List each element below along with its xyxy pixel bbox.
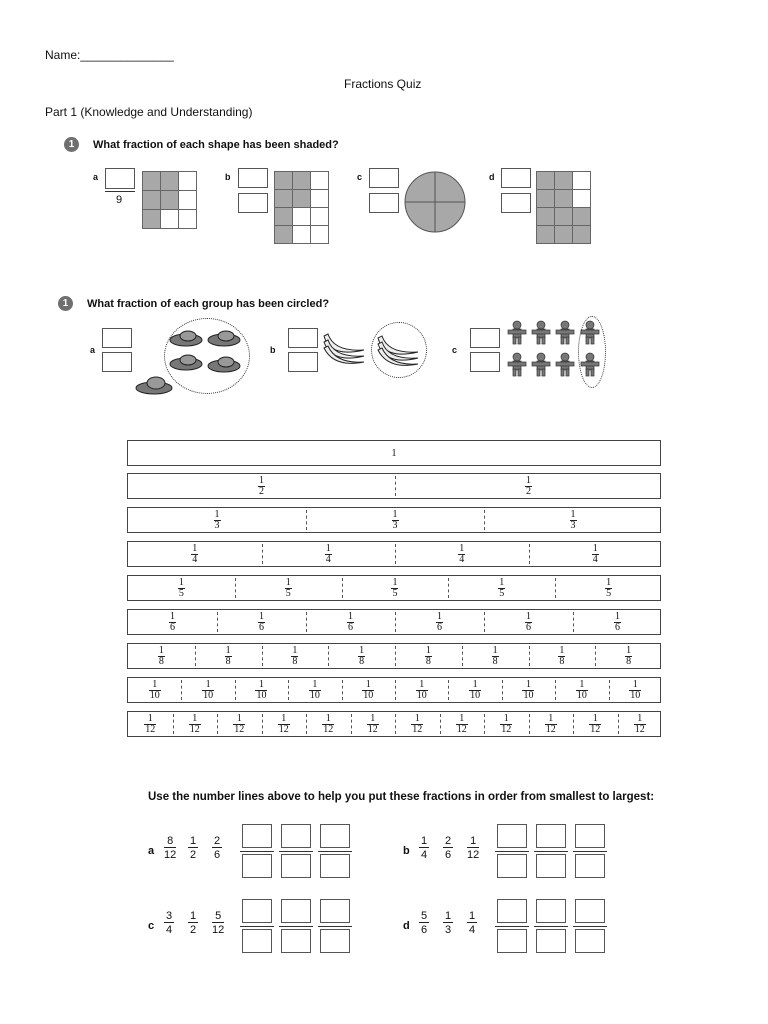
unit-fraction: $\frac{1}{12}$ [545,712,556,735]
segment-divider [288,680,289,700]
unit-fraction: $\frac{1}{5}$ [392,576,398,599]
unit-fraction: $\frac{1}{12}$ [456,712,467,735]
unit-fraction: $\frac{1}{8}$ [359,644,365,667]
unit-fraction: $\frac{1}{8}$ [225,644,231,667]
ordering-fraction: 1 3 [444,910,452,936]
fraction-wall-row-2 [127,473,661,499]
order-answer-denominator[interactable] [281,854,311,878]
unit-fraction: $\frac{1}{5}$ [606,576,612,599]
unit-fraction: $\frac{1}{8}$ [559,644,565,667]
fraction-wall-row-12 [127,711,661,737]
segment-divider [306,612,307,632]
unit-fraction: $\frac{1}{12}$ [412,712,423,735]
circled-group [578,316,606,388]
ordering-fraction: 1 4 [468,910,476,936]
segment-divider [306,714,307,734]
denominator-hint: 9 [116,194,123,206]
segment-divider [262,544,263,564]
segment-divider [217,612,218,632]
unit-fraction: $\frac{1}{12}$ [189,712,200,735]
unit-fraction: $\frac{1}{8}$ [425,644,431,667]
unit-fraction: $\frac{1}{2}$ [259,474,264,497]
segment-divider [484,612,485,632]
unit-fraction: $\frac{1}{6}$ [170,610,175,633]
unit-fraction: $\frac{1}{10}$ [149,678,160,701]
unit-fraction: $\frac{1}{12}$ [501,712,512,735]
name-field-label: Name:______________ [45,48,174,62]
order-answer-denominator[interactable] [320,854,350,878]
unit-fraction: $\frac{1}{10}$ [630,678,641,701]
unit-fraction: $\frac{1}{12}$ [278,712,289,735]
unit-fraction: $\frac{1}{5}$ [499,576,505,599]
unit-fraction: $\frac{1}{6}$ [437,610,442,633]
segment-divider [618,714,619,734]
segment-divider [440,714,441,734]
segment-divider [529,646,530,666]
unit-fraction: $\frac{1}{6}$ [259,610,264,633]
fraction-line [573,851,607,852]
segment-divider [217,714,218,734]
segment-divider [395,476,396,496]
banana-icon [374,330,422,370]
order-answer-numerator[interactable] [497,899,527,923]
segment-divider [573,714,574,734]
segment-divider [573,612,574,632]
order-answer-denominator[interactable] [320,929,350,953]
segment-divider [235,578,236,598]
banana-icon [320,328,368,368]
unit-fraction: $\frac{1}{10}$ [309,678,320,701]
unit-fraction: $\frac{1}{4}$ [192,542,198,565]
segment-divider [235,680,236,700]
hat-icon [132,372,176,398]
segment-divider [462,646,463,666]
answer-box-numerator[interactable] [105,168,135,189]
order-answer-numerator[interactable] [536,824,566,848]
segment-divider [395,646,396,666]
fraction-wall-row-3 [127,507,661,533]
unit-fraction: $\frac{1}{10}$ [203,678,214,701]
fraction-wall-row-6 [127,609,661,635]
fraction-line [534,926,568,927]
unit-fraction: $\frac{1}{4}$ [325,542,331,565]
segment-divider [555,578,556,598]
unit-fraction: $\frac{1}{6}$ [526,610,531,633]
segment-divider [395,714,396,734]
unit-fraction: $\frac{1}{3}$ [392,508,398,531]
segment-divider [181,680,182,700]
ordering-fraction: 1 12 [467,835,480,861]
ordering-prompt: Use the number lines above to help you put these fractions in order from smallest to largest: [148,791,655,803]
unit-fraction: $\frac{1}{12}$ [590,712,601,735]
order-answer-numerator[interactable] [281,824,311,848]
answer-box-numerator[interactable] [238,168,268,188]
order-answer-denominator[interactable] [575,854,605,878]
segment-divider [609,680,610,700]
segment-divider [395,680,396,700]
answer-box-numerator[interactable] [470,328,500,348]
answer-box-denominator[interactable] [369,193,399,213]
fraction-wall-row-5 [127,575,661,601]
unit-fraction: $\frac{1}{12}$ [323,712,334,735]
order-answer-numerator[interactable] [242,899,272,923]
fraction-wall-row-8 [127,643,661,669]
item-label-2c: c [452,345,458,355]
question2-prompt: What fraction of each group has been circled? [87,298,330,310]
fraction-line [240,926,274,927]
question1-prompt: What fraction of each shape has been shaded? [93,139,339,151]
ordering-fraction: 5 6 [420,910,428,936]
fraction-line [318,851,352,852]
segment-divider [484,714,485,734]
order-answer-denominator[interactable] [536,854,566,878]
order-answer-denominator[interactable] [242,929,272,953]
segment-divider [529,714,530,734]
question-number-badge: 1 [58,296,73,311]
unit-fraction: $\frac{1}{5}$ [285,576,291,599]
shape-grid-a [142,171,197,229]
segment-divider [529,544,530,564]
order-answer-denominator[interactable] [575,929,605,953]
item-label-1b: b [225,172,231,182]
unit-fraction: $\frac{1}{6}$ [615,610,620,633]
shape-circle-c [403,170,467,234]
segment-divider [262,714,263,734]
unit-fraction: $\frac{1}{3}$ [214,508,220,531]
unit-fraction: $\frac{1}{3}$ [570,508,576,531]
segment-divider [595,646,596,666]
ordering-item-label: c [148,920,155,932]
order-answer-numerator[interactable] [320,824,350,848]
order-answer-denominator[interactable] [497,929,527,953]
answer-box-denominator[interactable] [501,193,531,213]
fraction-line [573,926,607,927]
whole-label: 1 [391,447,397,459]
shape-grid-d [536,171,591,244]
unit-fraction: $\frac{1}{10}$ [576,678,587,701]
segment-divider [448,578,449,598]
unit-fraction: $\frac{1}{12}$ [145,712,156,735]
segment-divider [395,612,396,632]
order-answer-denominator[interactable] [497,854,527,878]
unit-fraction: $\frac{1}{10}$ [470,678,481,701]
ordering-item-label: d [403,920,410,932]
item-label-2a: a [90,345,96,355]
answer-box-denominator[interactable] [288,352,318,372]
fraction-line [105,191,135,192]
order-answer-numerator[interactable] [575,899,605,923]
unit-fraction: $\frac{1}{10}$ [416,678,427,701]
unit-fraction: $\frac{1}{6}$ [348,610,353,633]
segment-divider [173,714,174,734]
unit-fraction: $\frac{1}{8}$ [292,644,298,667]
segment-divider [262,646,263,666]
fraction-wall-row-10 [127,677,661,703]
ordering-fraction: 2 6 [444,835,452,861]
fraction-line [534,851,568,852]
unit-fraction: $\frac{1}{8}$ [626,644,632,667]
item-label-1c: c [357,172,363,182]
segment-divider [555,680,556,700]
ordering-item-label: b [403,845,410,857]
segment-divider [502,680,503,700]
ordering-fraction: 1 4 [420,835,428,861]
shape-grid-b [274,171,329,244]
order-answer-denominator[interactable] [281,929,311,953]
answer-box-denominator[interactable] [470,352,500,372]
fraction-line [495,926,529,927]
ordering-item-label: a [148,845,155,857]
segment-divider [306,510,307,530]
unit-fraction: $\frac{1}{10}$ [363,678,374,701]
order-answer-denominator[interactable] [242,854,272,878]
unit-fraction: $\frac{1}{10}$ [256,678,267,701]
unit-fraction: $\frac{1}{10}$ [523,678,534,701]
segment-divider [342,680,343,700]
unit-fraction: $\frac{1}{2}$ [526,474,531,497]
ordering-fraction: 1 2 [189,910,197,936]
unit-fraction: $\frac{1}{12}$ [367,712,378,735]
answer-box-numerator[interactable] [369,168,399,188]
fraction-line [318,926,352,927]
hat-icon [164,322,254,392]
unit-fraction: $\frac{1}{8}$ [158,644,164,667]
ordering-fraction: 5 12 [212,910,225,936]
ordering-fraction: 3 4 [165,910,173,936]
order-answer-denominator[interactable] [536,929,566,953]
order-answer-numerator[interactable] [575,824,605,848]
order-answer-numerator[interactable] [320,899,350,923]
fraction-line [495,851,529,852]
order-answer-numerator[interactable] [281,899,311,923]
question-number-badge: 1 [64,137,79,152]
fraction-wall-row-4 [127,541,661,567]
segment-divider [328,646,329,666]
segment-divider [195,646,196,666]
answer-box-denominator[interactable] [102,352,132,372]
item-label-1d: d [489,172,495,182]
order-answer-numerator[interactable] [536,899,566,923]
unit-fraction: $\frac{1}{8}$ [492,644,498,667]
unit-fraction: $\frac{1}{5}$ [178,576,184,599]
order-answer-numerator[interactable] [242,824,272,848]
order-answer-numerator[interactable] [497,824,527,848]
segment-divider [448,680,449,700]
segment-divider [484,510,485,530]
fraction-line [279,926,313,927]
unit-fraction: $\frac{1}{12}$ [234,712,245,735]
item-label-2b: b [270,345,276,355]
segment-divider [342,578,343,598]
segment-divider [351,714,352,734]
answer-box-numerator[interactable] [288,328,318,348]
ordering-fraction: 1 2 [189,835,197,861]
fraction-line [279,851,313,852]
ordering-fraction: 8 12 [164,835,177,861]
unit-fraction: $\frac{1}{12}$ [634,712,645,735]
item-label-1a: a [93,172,99,182]
segment-divider [395,544,396,564]
answer-box-numerator[interactable] [102,328,132,348]
answer-box-denominator[interactable] [238,193,268,213]
fraction-line [240,851,274,852]
ordering-fraction: 2 6 [213,835,221,861]
unit-fraction: $\frac{1}{4}$ [592,542,598,565]
part-label: Part 1 (Knowledge and Understanding) [45,105,253,119]
answer-box-numerator[interactable] [501,168,531,188]
page-title: Fractions Quiz [344,77,422,91]
fraction-wall-whole [127,440,661,466]
unit-fraction: $\frac{1}{4}$ [459,542,465,565]
